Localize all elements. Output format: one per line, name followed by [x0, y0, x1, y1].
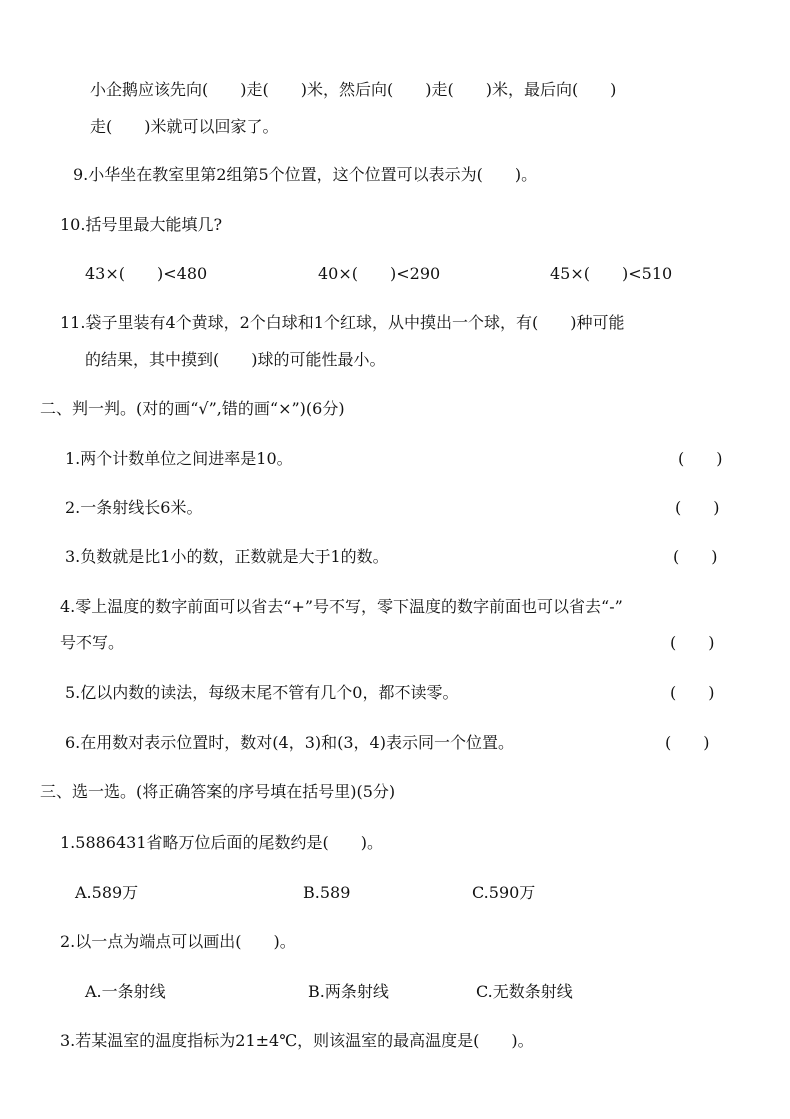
- q10-item-2: 40×( )<290: [318, 264, 441, 283]
- q8-line-2: 走( )米就可以回家了。: [90, 117, 279, 136]
- section-judge-heading: 二、判一判。(对的画“√”,错的画“×”)(6分): [40, 399, 345, 418]
- q11-line-2: 的结果，其中摸到( )球的可能性最小。: [85, 350, 386, 369]
- judge-answer-5: ( ): [670, 683, 715, 702]
- q10-item-3: 45×( )<510: [550, 264, 673, 283]
- q10-item-1: 43×( )<480: [85, 264, 208, 283]
- judge-item-2: 2.一条射线长6米。: [65, 498, 203, 517]
- q8-line-1: 小企鹅应该先向( )走( )米，然后向( )走( )米，最后向( ): [90, 80, 617, 99]
- judge-item-5: 5.亿以内数的读法，每级末尾不管有几个0，都不读零。: [65, 683, 459, 702]
- judge-item-4-cont: 号不写。: [60, 633, 125, 652]
- judge-item-4: 4.零上温度的数字前面可以省去“+”号不写，零下温度的数字前面也可以省去“-”: [60, 597, 623, 616]
- judge-answer-6: ( ): [665, 733, 710, 752]
- q10-text: 10.括号里最大能填几?: [60, 215, 223, 234]
- judge-answer-3: ( ): [673, 547, 718, 566]
- choose-q2-option-b: B.两条射线: [308, 982, 389, 1001]
- choose-q3-text: 3.若某温室的温度指标为21±4℃，则该温室的最高温度是( )。: [60, 1031, 534, 1050]
- choose-q1-option-c: C.590万: [472, 883, 536, 902]
- judge-item-6: 6.在用数对表示位置时，数对(4，3)和(3，4)表示同一个位置。: [65, 733, 514, 752]
- judge-item-3: 3.负数就是比1小的数，正数就是大于1的数。: [65, 547, 389, 566]
- q9-text: 9.小华坐在教室里第2组第5个位置，这个位置可以表示为( )。: [73, 165, 538, 184]
- judge-item-1: 1.两个计数单位之间进率是10。: [65, 449, 293, 468]
- judge-answer-2: ( ): [675, 498, 720, 517]
- choose-q2-option-c: C.无数条射线: [476, 982, 573, 1001]
- judge-answer-1: ( ): [678, 449, 723, 468]
- q11-line-1: 11.袋子里装有4个黄球，2个白球和1个红球，从中摸出一个球，有( )种可能: [60, 313, 625, 332]
- choose-q2-text: 2.以一点为端点可以画出( )。: [60, 932, 296, 951]
- choose-q1-text: 1.5886431省略万位后面的尾数约是( )。: [60, 833, 384, 852]
- choose-q2-option-a: A.一条射线: [85, 982, 166, 1001]
- section-choose-heading: 三、选一选。(将正确答案的序号填在括号里)(5分): [40, 782, 396, 801]
- judge-answer-4: ( ): [670, 633, 715, 652]
- choose-q1-option-b: B.589: [303, 883, 351, 902]
- choose-q1-option-a: A.589万: [75, 883, 139, 902]
